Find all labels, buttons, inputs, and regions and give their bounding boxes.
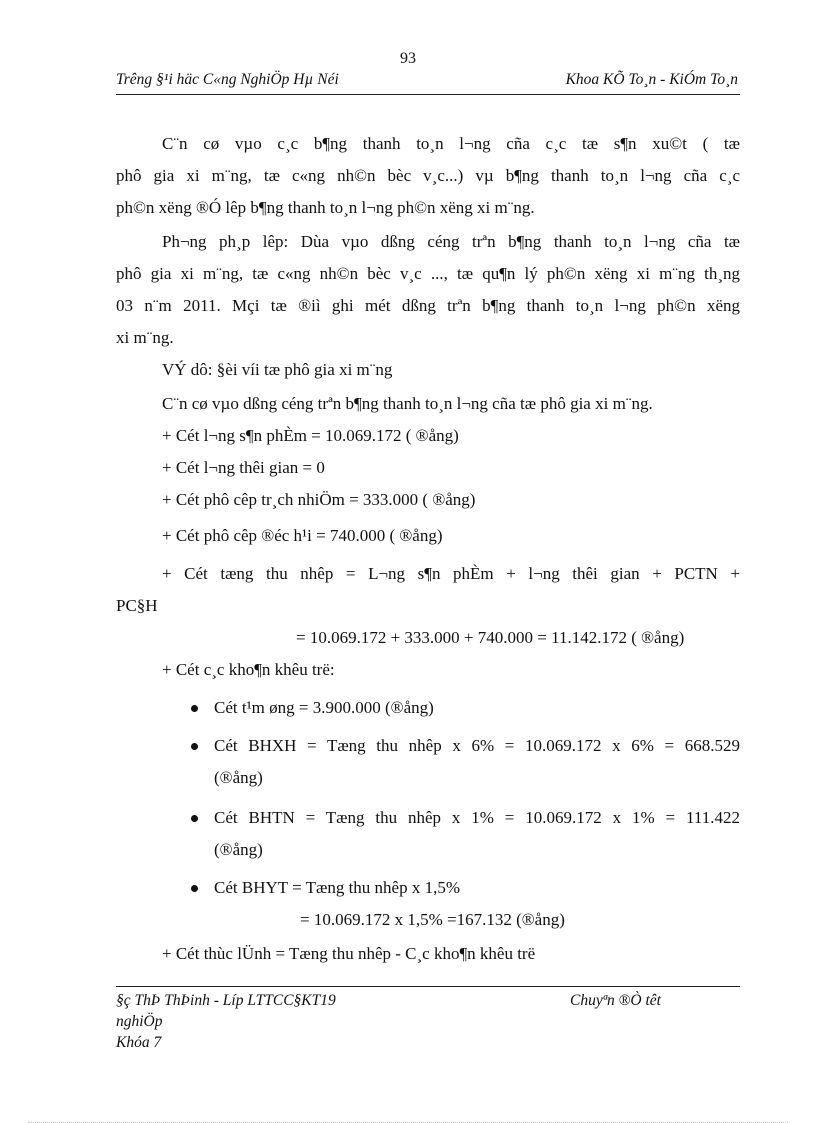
paragraph-method-line-2: phô gia xi m¨ng, tæ c«ng nh©n bèc v¸c ..., tæ qu¶n lý ph©n xëng xi m¨ng th¸ng xyxy=(116,264,740,283)
deduction-bhxh-line-2: (®ång) xyxy=(214,768,263,787)
paragraph-basis-line-2: phô gia xi m¨ng, tæ c«ng nh©n bèc v¸c...) vµ b¶ng thanh to¸n l¬ng cña c¸c xyxy=(116,166,740,185)
deduction-bhtn-line-2: (®ång) xyxy=(214,840,263,859)
footer-thesis-type: Chuyªn ®Ò têt xyxy=(570,992,661,1009)
footer-author: §ç ThÞ ThÞinh - Líp LTTCC§KT19 xyxy=(116,992,336,1009)
paragraph-method-line-1: Ph¬ng ph¸p lêp: Dùa vµo dßng céng trªn b¶ng thanh to¸n l¬ng cña tæ xyxy=(162,232,740,251)
line-time-wage: + Cét l¬ng thêi gian = 0 xyxy=(162,458,325,477)
deduction-bhtn-line-1: Cét BHTN = Tæng thu nhêp x 1% = 10.069.172 x 1% = 111.422 xyxy=(214,808,740,827)
header-rule xyxy=(116,94,740,95)
paragraph-basis-line-3: ph©n xëng ®Ó lêp b¶ng thanh to¸n l¬ng ph©n xëng xi m¨ng. xyxy=(116,198,535,217)
page-number: 93 xyxy=(400,50,416,67)
example-heading: VÝ dô: §èi víi tæ phô gia xi m¨ng xyxy=(162,360,393,379)
line-hazard-allowance: + Cét phô cêp ®éc h¹i = 740.000 ( ®ång) xyxy=(162,526,443,545)
paragraph-method-line-3: 03 n¨m 2011. Mçi tæ ®iì ghi mét dßng trªn b¶ng thanh to¸n l¬ng ph©n xëng xyxy=(116,296,740,315)
bullet-icon xyxy=(191,743,198,750)
footer-rule xyxy=(116,986,740,987)
footer-thesis-type-cont: nghiÖp xyxy=(116,1013,163,1030)
header-faculty: Khoa KÕ To¸n - KiÓm To¸n xyxy=(565,71,738,88)
header-university: Trêng §¹i häc C«ng NghiÖp Hµ Néi xyxy=(116,71,339,88)
total-income-line-2: PC§H xyxy=(116,596,158,615)
net-pay-line: + Cét thùc lÜnh = Tæng thu nhêp - C¸c kho¶n khêu trë xyxy=(162,944,536,963)
paragraph-method-line-4: xi m¨ng. xyxy=(116,328,174,347)
line-responsibility-allowance: + Cét phô cêp tr¸ch nhiÖm = 333.000 ( ®ång) xyxy=(162,490,476,509)
footer-course: Khóa 7 xyxy=(116,1034,162,1051)
line-piece-wage: + Cét l¬ng s¶n phÈm = 10.069.172 ( ®ång) xyxy=(162,426,459,445)
total-income-line-1: + Cét tæng thu nhêp = L¬ng s¶n phÈm + l¬ng thêi gian + PCTN + xyxy=(162,564,740,583)
bullet-icon xyxy=(191,705,198,712)
deduction-advance: Cét t¹m øng = 3.900.000 (®ång) xyxy=(214,698,434,717)
deductions-heading: + Cét c¸c kho¶n khêu trë: xyxy=(162,660,335,679)
bullet-icon xyxy=(191,885,198,892)
deduction-bhyt-line-1: Cét BHYT = Tæng thu nhêp x 1,5% xyxy=(214,878,461,897)
bullet-icon xyxy=(191,815,198,822)
total-income-result: = 10.069.172 + 333.000 + 740.000 = 11.142.172 ( ®ång) xyxy=(296,628,685,647)
example-basis: C¨n cø vµo dßng céng trªn b¶ng thanh to¸n l¬ng cña tæ phô gia xi m¨ng. xyxy=(162,394,653,413)
deduction-bhxh-line-1: Cét BHXH = Tæng thu nhêp x 6% = 10.069.172 x 6% = 668.529 xyxy=(214,736,740,755)
paragraph-basis-line-1: C¨n cø vµo c¸c b¶ng thanh to¸n l¬ng cña c¸c tæ s¶n xu©t ( tæ xyxy=(162,134,740,153)
deduction-bhyt-line-2: = 10.069.172 x 1,5% =167.132 (®ång) xyxy=(300,910,565,929)
